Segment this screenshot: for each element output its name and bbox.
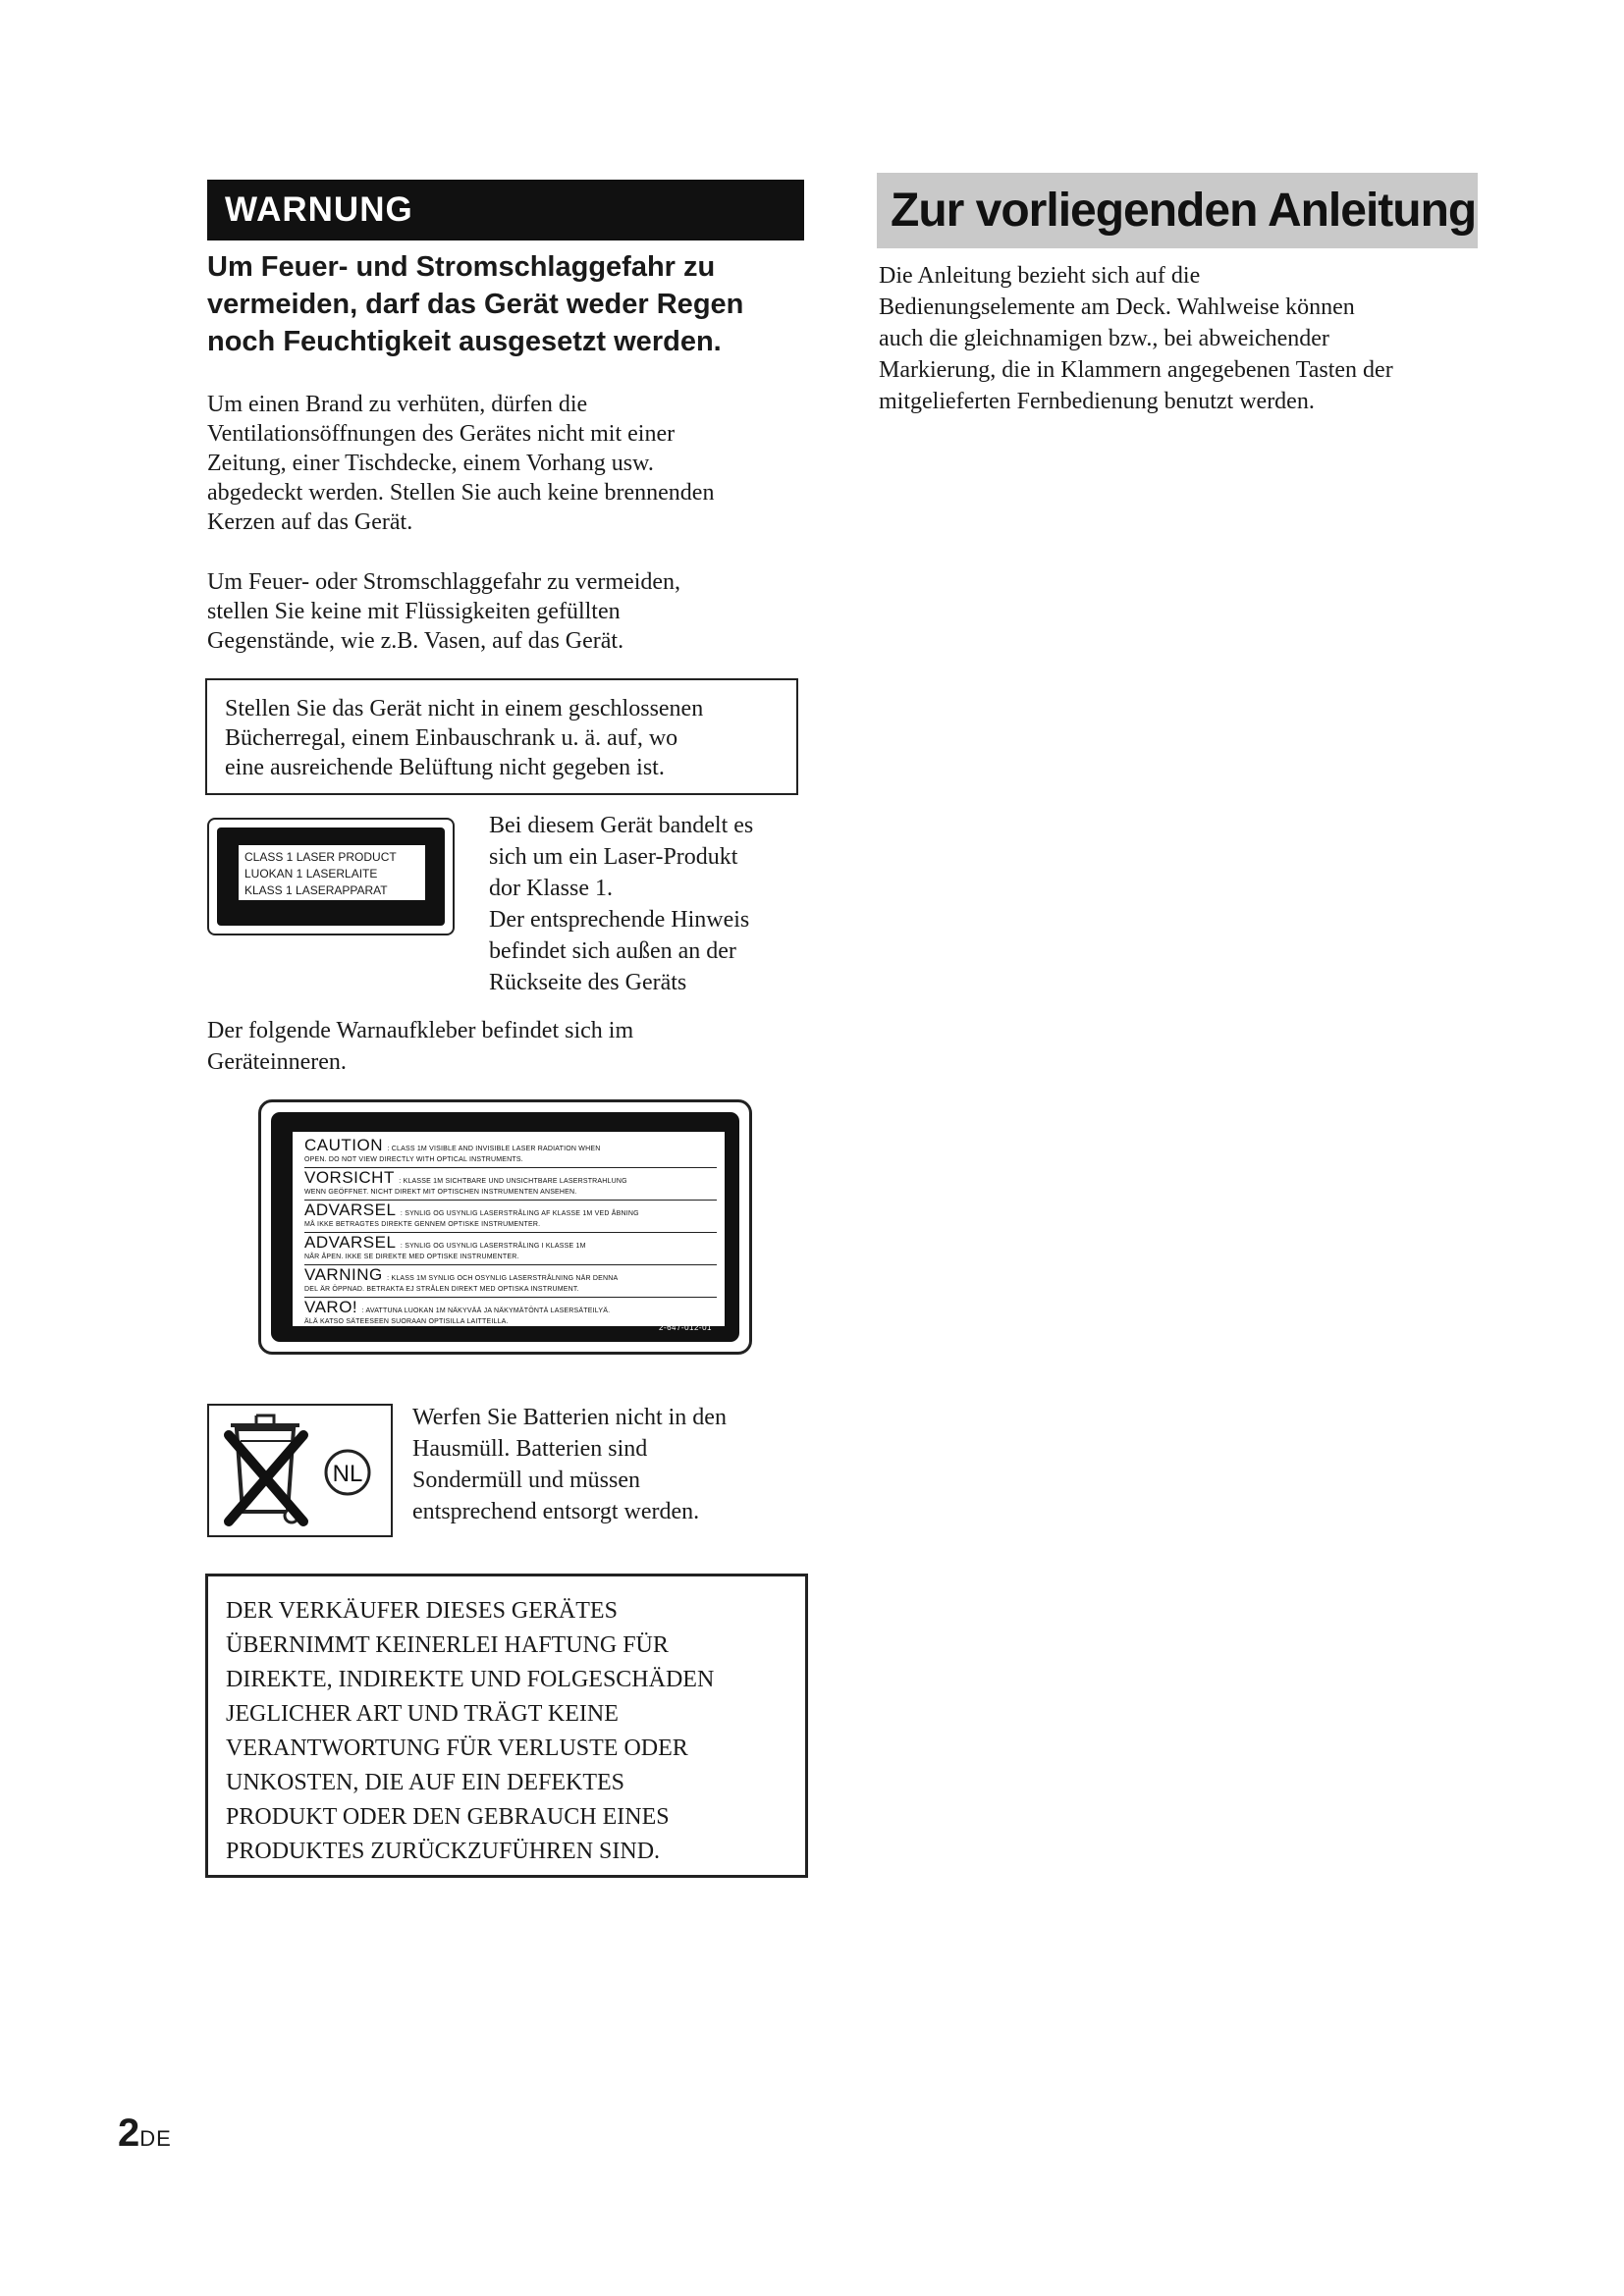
- caution-text: : KLASSE 1M SICHTBARE UND UNSICHTBARE LASERSTRAHLUNG: [399, 1178, 627, 1185]
- laser-label-line: CLASS 1 LASER PRODUCT: [244, 850, 397, 864]
- text-line: Ventilationsöffnungen des Gerätes nicht mit einer: [207, 421, 676, 447]
- caution-text: : SYNLIG OG USYNLIG LASERSTRÅLING AF KLASSE 1M VED ÅBNING: [400, 1210, 639, 1217]
- lead-line: vermeiden, darf das Gerät weder Regen: [207, 289, 744, 320]
- caution-text: NÅR ÅPEN. IKKE SE DIREKTE MED OPTISKE INSTRUMENTER.: [304, 1254, 519, 1260]
- text-line: sich um ein Laser-Produkt: [489, 844, 738, 870]
- text-line: PRODUKT ODER DEN GEBRAUCH EINES: [226, 1804, 670, 1830]
- caution-text: : KLASS 1M SYNLIG OCH OSYNLIG LASERSTRÅLNING NÄR DENNA: [387, 1275, 619, 1282]
- text-line: eine ausreichende Belüftung nicht gegeben ist.: [225, 755, 665, 780]
- text-line: Um Feuer- oder Stromschlaggefahr zu vermeiden,: [207, 569, 681, 595]
- battery-description: [412, 1402, 815, 1527]
- text-line: Der folgende Warnaufkleber befindet sich im: [207, 1018, 634, 1043]
- text-line: befindet sich außen an der: [489, 938, 736, 964]
- caution-keyword: VARO!: [304, 1298, 358, 1316]
- text-line: Bei diesem Gerät bandelt es: [489, 813, 754, 838]
- text-line: Kerzen auf das Gerät.: [207, 509, 413, 535]
- text-line: DIREKTE, INDIREKTE UND FOLGESCHÄDEN: [226, 1667, 715, 1692]
- warning-lead: [207, 248, 806, 360]
- text-line: PRODUKTES ZURÜCKZUFÜHREN SIND.: [226, 1839, 661, 1864]
- text-line: Markierung, die in Klammern angegebenen Tasten der: [879, 357, 1393, 383]
- liability-disclaimer-box: [205, 1574, 808, 1878]
- lead-line: Um Feuer- und Stromschlaggefahr zu: [207, 251, 716, 283]
- text-line: DER VERKÄUFER DIESES GERÄTES: [226, 1598, 618, 1624]
- caution-keyword: VORSICHT: [304, 1168, 395, 1187]
- caution-text: : AVATTUNA LUOKAN 1M NÄKYVÄÄ JA NÄKYMÄTÖNTÄ LASERSÄTEILYÄ.: [361, 1308, 611, 1314]
- lead-line: noch Feuchtigkeit ausgesetzt werden.: [207, 326, 722, 357]
- caution-text: DEL ÄR ÖPPNAD. BETRAKTA EJ STRÅLEN DIREKT MED OPTISKA INSTRUMENT.: [304, 1286, 579, 1293]
- text-line: ÜBERNIMMT KEINERLEI HAFTUNG FÜR: [226, 1632, 669, 1658]
- laser-label-frame: [217, 828, 445, 926]
- nl-badge-text: NL: [332, 1461, 363, 1487]
- text-line: dor Klasse 1.: [489, 876, 613, 901]
- text-line: Geräteinneren.: [207, 1049, 347, 1075]
- text-line: Die Anleitung bezieht sich auf die: [879, 263, 1201, 289]
- caution-text: ÄLÄ KATSO SÄTEESEEN SUORAAN OPTISILLA LAITTEILLA.: [304, 1318, 509, 1325]
- caution-row: [304, 1201, 717, 1229]
- laser-label-line: LUOKAN 1 LASERLAITE: [244, 867, 378, 881]
- caution-text: OPEN. DO NOT VIEW DIRECTLY WITH OPTICAL INSTRUMENTS.: [304, 1156, 523, 1163]
- text-line: auch die gleichnamigen bzw., bei abweichender: [879, 326, 1329, 351]
- caution-row: [304, 1265, 717, 1294]
- text-line: Sondermüll und müssen: [412, 1468, 640, 1493]
- text-line: Bedienungselemente am Deck. Wahlweise können: [879, 294, 1355, 320]
- caution-row: [304, 1168, 717, 1197]
- caution-label-panel: [293, 1132, 725, 1326]
- caution-text: WENN GEÖFFNET. NICHT DIREKT MIT OPTISCHEN INSTRUMENTEN ANSEHEN.: [304, 1189, 577, 1196]
- caution-text: : SYNLIG OG USYNLIG LASERSTRÅLING I KLASSE 1M: [400, 1243, 586, 1250]
- text-line: VERANTWORTUNG FÜR VERLUSTE ODER: [226, 1735, 688, 1761]
- text-line: Der entsprechende Hinweis: [489, 907, 750, 933]
- text-line: Um einen Brand zu verhüten, dürfen die: [207, 392, 588, 417]
- page-number-value: 2: [118, 2111, 140, 2155]
- caution-row: [304, 1136, 717, 1164]
- caution-text: : CLASS 1M VISIBLE AND INVISIBLE LASER RADIATION WHEN: [387, 1146, 601, 1152]
- page-language-suffix: DE: [139, 2126, 172, 2151]
- laser-class-label: [207, 818, 455, 935]
- text-line: Hausmüll. Batterien sind: [412, 1436, 648, 1462]
- laser-label-line: KLASS 1 LASERAPPARAT: [244, 883, 388, 897]
- warning-paragraph-fire: [207, 390, 806, 537]
- text-line: stellen Sie keine mit Flüssigkeiten gefüllten: [207, 599, 621, 624]
- warning-paragraph-liquids: [207, 567, 806, 656]
- label-code: 2-647-012-01: [658, 1323, 712, 1332]
- text-line: Bücherregal, einem Einbauschrank u. ä. auf, wo: [225, 725, 678, 751]
- caution-row: [304, 1298, 717, 1326]
- crossed-bin-icon: [209, 1406, 391, 1535]
- caution-row: [304, 1233, 717, 1261]
- text-line: Zeitung, einer Tischdecke, einem Vorhang usw.: [207, 451, 654, 476]
- text-line: abgedeckt werden. Stellen Sie auch keine brennenden: [207, 480, 715, 506]
- about-heading: Zur vorliegenden Anleitung: [877, 173, 1478, 248]
- caution-keyword: VARNING: [304, 1265, 383, 1284]
- caution-keyword: ADVARSEL: [304, 1201, 397, 1219]
- text-line: JEGLICHER ART UND TRÄGT KEINE: [226, 1701, 619, 1727]
- caution-keyword: ADVARSEL: [304, 1233, 397, 1252]
- caution-text: MÅ IKKE BETRAGTES DIREKTE GENNEM OPTISKE INSTRUMENTER.: [304, 1221, 541, 1228]
- laser-label-text: [239, 845, 425, 900]
- text-line: entsprechend entsorgt werden.: [412, 1499, 700, 1524]
- ventilation-note-box: [205, 678, 798, 795]
- text-line: UNKOSTEN, DIE AUF EIN DEFEKTES: [226, 1770, 624, 1795]
- text-line: Gegenstände, wie z.B. Vasen, auf das Gerät.: [207, 628, 624, 654]
- text-line: Werfen Sie Batterien nicht in den: [412, 1405, 727, 1430]
- text-line: Rückseite des Geräts: [489, 970, 687, 995]
- text-line: Stellen Sie das Gerät nicht in einem geschlossenen: [225, 696, 704, 721]
- page-number: [118, 2111, 172, 2161]
- inner-label-note: [207, 1015, 806, 1078]
- laser-description: [489, 810, 813, 998]
- battery-disposal-box: [207, 1404, 393, 1537]
- caution-keyword: CAUTION: [304, 1136, 383, 1154]
- text-line: mitgelieferten Fernbedienung benutzt werden.: [879, 389, 1315, 414]
- caution-label: [258, 1099, 752, 1355]
- caution-label-frame: [271, 1112, 739, 1342]
- about-text: [879, 260, 1488, 417]
- warning-heading: WARNUNG: [207, 180, 804, 240]
